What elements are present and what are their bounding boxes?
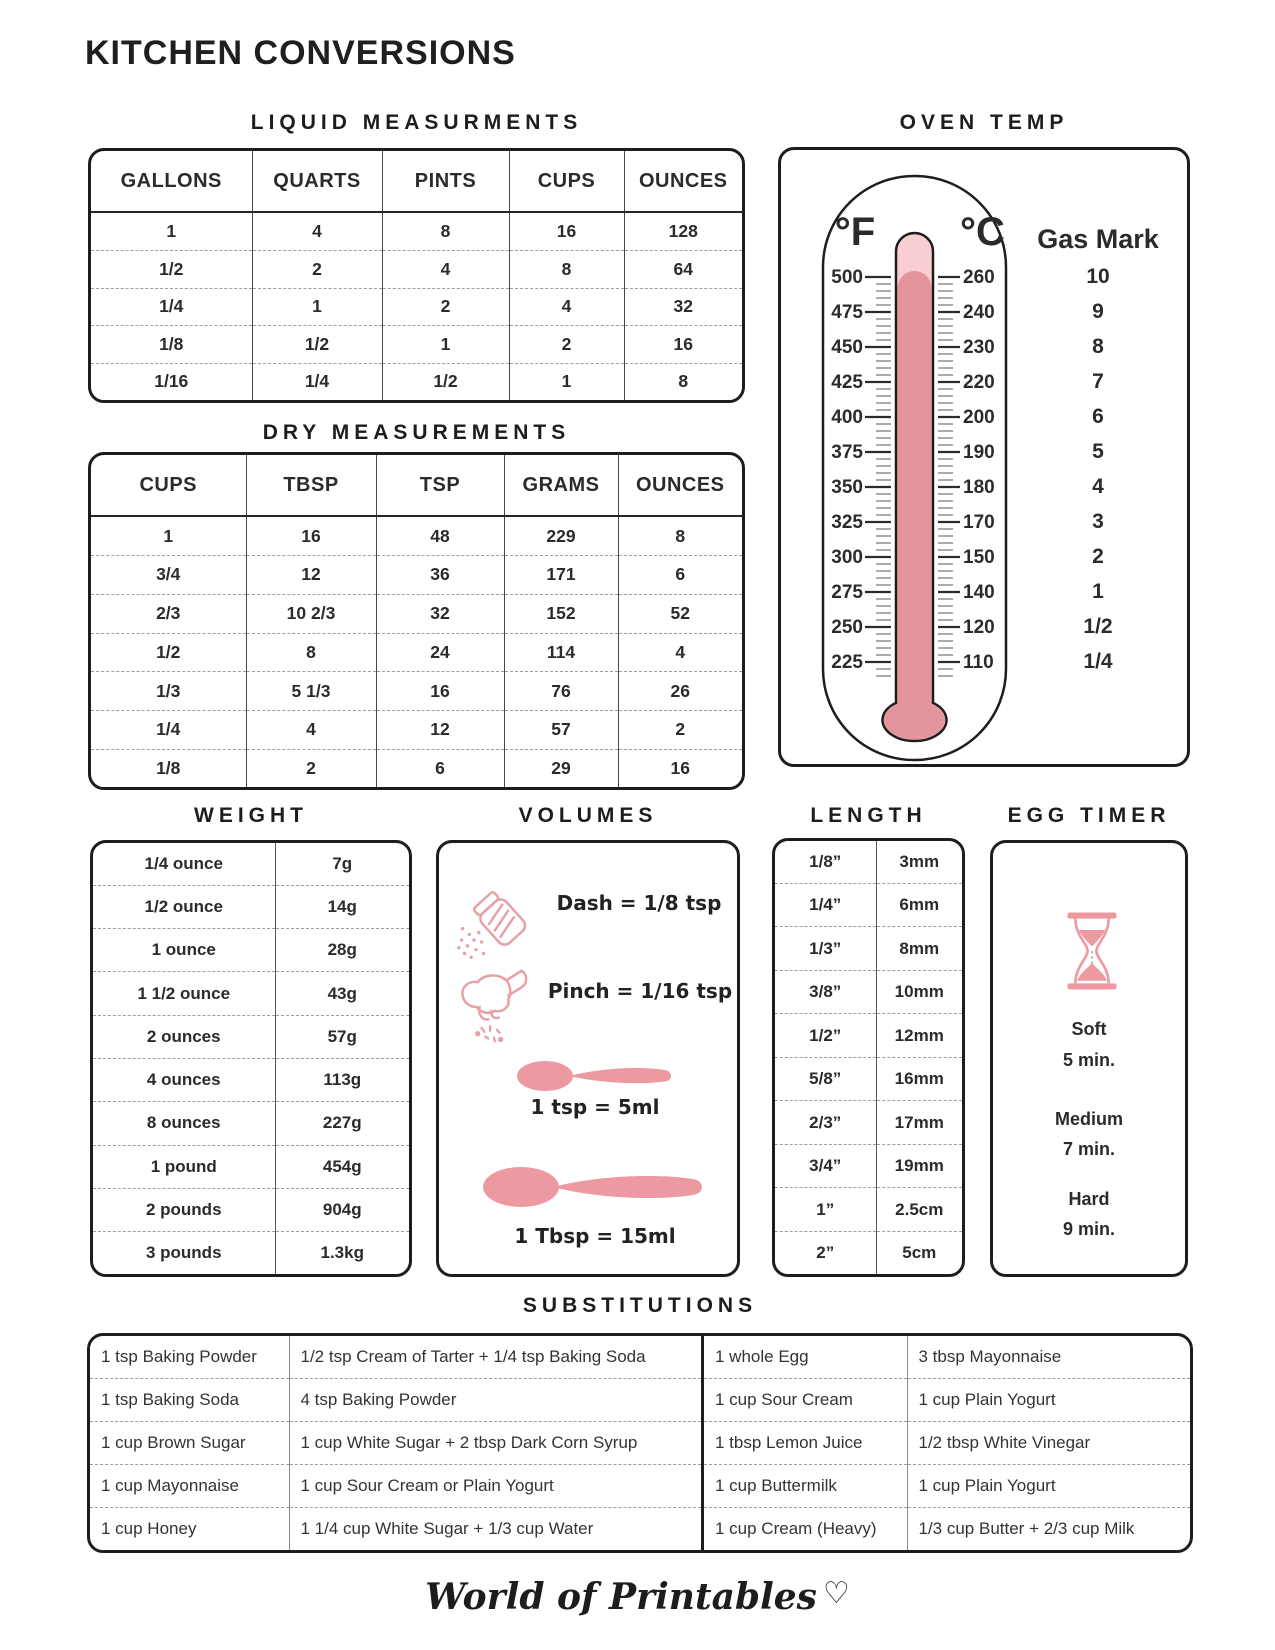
dry-table-header bbox=[91, 455, 742, 516]
table-cell: 52 bbox=[618, 594, 742, 633]
f-tick-label: 375 bbox=[831, 442, 863, 463]
pinch-conversion-label: Pinch = 1/16 tsp bbox=[547, 979, 733, 1003]
table-row bbox=[93, 1102, 409, 1145]
gas-mark-value: 1 bbox=[1092, 580, 1104, 603]
table-row bbox=[93, 1145, 409, 1188]
table-cell: 16 bbox=[509, 212, 624, 250]
table-cell: 6 bbox=[376, 749, 504, 787]
liquid-table-body bbox=[91, 212, 742, 400]
table-cell: 5cm bbox=[876, 1231, 962, 1274]
celsius-unit-label: °C bbox=[960, 210, 1005, 254]
table-cell: 2/3 bbox=[91, 594, 246, 633]
table-row bbox=[775, 927, 962, 971]
table-cell: 1/2 bbox=[382, 363, 509, 400]
table-cell: 2 bbox=[509, 326, 624, 364]
table-cell: 3mm bbox=[876, 841, 962, 883]
table-cell: 1 bbox=[166, 220, 177, 241]
table-row bbox=[91, 672, 742, 711]
weight-table-body bbox=[93, 843, 409, 1274]
gas-mark-value: 5 bbox=[1092, 440, 1104, 463]
f-tick-label: 275 bbox=[831, 582, 863, 603]
table-cell: 2 ounces bbox=[93, 1015, 275, 1058]
f-tick-label: 250 bbox=[831, 617, 863, 638]
dry-heading: DRY MEASUREMENTS bbox=[262, 421, 571, 444]
table-cell: 4 bbox=[618, 633, 742, 672]
liquid-measurements-table bbox=[91, 151, 742, 400]
table-cell: 1/2 bbox=[91, 633, 246, 672]
c-tick-label: 180 bbox=[963, 477, 995, 498]
table-cell: 1 cup Cream (Heavy) bbox=[704, 1508, 907, 1550]
egg-medium-label: Medium bbox=[1054, 1109, 1123, 1129]
table-row bbox=[91, 212, 742, 250]
table-cell: 1 cup White Sugar + 2 tbsp Dark Corn Syrup bbox=[289, 1421, 701, 1464]
table-cell: 57 bbox=[504, 710, 618, 749]
table-cell: 114 bbox=[504, 633, 618, 672]
length-table bbox=[775, 841, 962, 1274]
length-heading: LENGTH bbox=[810, 804, 927, 827]
table-row bbox=[704, 1378, 1190, 1421]
table-cell: 1/3 bbox=[91, 672, 246, 711]
table-cell: 32 bbox=[376, 594, 504, 633]
table-cell: 1/8 bbox=[91, 749, 246, 787]
teaspoon-conversion-label: 1 tsp = 5ml bbox=[530, 1095, 660, 1119]
c-tick-label: 110 bbox=[963, 652, 994, 673]
c-tick-label: 200 bbox=[963, 407, 995, 428]
column-header: OUNCES bbox=[624, 151, 742, 212]
substitutions-right-body bbox=[704, 1336, 1190, 1550]
table-cell: 1 cup Sour Cream bbox=[704, 1378, 907, 1421]
table-row bbox=[775, 970, 962, 1014]
table-row bbox=[775, 1014, 962, 1058]
c-tick-label: 190 bbox=[963, 442, 995, 463]
dry-table-body bbox=[91, 516, 742, 787]
table-cell: 14g bbox=[275, 885, 409, 928]
gas-mark-value: 6 bbox=[1092, 405, 1104, 428]
table-row bbox=[93, 843, 409, 885]
length-panel bbox=[772, 838, 965, 1277]
table-cell: 1 cup Honey bbox=[90, 1508, 289, 1550]
salt-shaker-icon bbox=[455, 883, 535, 963]
table-cell: 152 bbox=[504, 594, 618, 633]
column-header: GRAMS bbox=[504, 455, 618, 516]
table-cell: 17mm bbox=[876, 1101, 962, 1145]
table-cell: 3/4 bbox=[91, 556, 246, 595]
table-row bbox=[91, 749, 742, 787]
table-cell: 1 bbox=[382, 326, 509, 364]
gas-mark-value: 1/2 bbox=[1083, 615, 1113, 638]
table-cell: 29 bbox=[504, 749, 618, 787]
gas-mark-value: 8 bbox=[1092, 335, 1104, 358]
column-header: QUARTS bbox=[252, 151, 382, 212]
column-header: GALLONS bbox=[91, 151, 252, 212]
table-row bbox=[93, 1058, 409, 1101]
table-row bbox=[775, 1101, 962, 1145]
table-cell: 4 bbox=[509, 288, 624, 326]
table-cell: 16 bbox=[246, 516, 376, 556]
table-cell: 12mm bbox=[876, 1014, 962, 1058]
length-table-body bbox=[775, 841, 962, 1274]
dry-measurements-panel bbox=[88, 452, 745, 790]
table-cell: 4 tsp Baking Powder bbox=[289, 1378, 701, 1421]
table-cell: 1/4” bbox=[775, 883, 876, 927]
table-cell: 1 1/2 ounce bbox=[93, 972, 275, 1015]
column-header: CUPS bbox=[509, 151, 624, 212]
substitutions-right-half bbox=[701, 1336, 1190, 1550]
c-tick-label: 170 bbox=[963, 512, 995, 533]
table-cell: 1/4 bbox=[252, 363, 382, 400]
table-cell: 1/4 bbox=[91, 288, 252, 326]
table-row bbox=[91, 633, 742, 672]
table-cell: 64 bbox=[624, 250, 742, 288]
egg-soft-label: Soft bbox=[1071, 1019, 1107, 1039]
gas-mark-value: 7 bbox=[1092, 370, 1104, 393]
pinch-hand-icon bbox=[451, 965, 535, 1049]
table-row bbox=[90, 1336, 701, 1378]
table-cell: 1/3 cup Butter + 2/3 cup Milk bbox=[907, 1508, 1190, 1550]
table-row bbox=[91, 288, 742, 326]
table-cell: 4 bbox=[246, 710, 376, 749]
table-cell: 1 tsp Baking Soda bbox=[90, 1378, 289, 1421]
table-cell: 1 cup Sour Cream or Plain Yogurt bbox=[289, 1465, 701, 1508]
table-row bbox=[90, 1508, 701, 1550]
c-tick-label: 150 bbox=[963, 547, 995, 568]
table-cell: 1/2 bbox=[252, 326, 382, 364]
table-row bbox=[775, 841, 962, 883]
table-row bbox=[93, 1188, 409, 1231]
f-tick-label: 500 bbox=[831, 267, 863, 288]
table-cell: 1 whole Egg bbox=[715, 1346, 809, 1366]
table-cell: 2 bbox=[618, 710, 742, 749]
table-cell: 171 bbox=[504, 556, 618, 595]
substitutions-table-right bbox=[704, 1336, 1190, 1550]
column-header: PINTS bbox=[382, 151, 509, 212]
substitutions-left-half bbox=[90, 1336, 701, 1550]
table-cell: 1/8” bbox=[809, 851, 842, 871]
c-tick-label: 230 bbox=[963, 337, 995, 358]
f-tick-label: 325 bbox=[831, 512, 863, 533]
f-tick-label: 225 bbox=[831, 652, 863, 673]
tablespoon-conversion-label: 1 Tbsp = 15ml bbox=[514, 1224, 676, 1248]
c-tick-label: 120 bbox=[963, 617, 995, 638]
table-cell: 36 bbox=[376, 556, 504, 595]
c-tick-label: 240 bbox=[963, 302, 995, 323]
table-row bbox=[91, 594, 742, 633]
table-cell: 3/8” bbox=[775, 970, 876, 1014]
table-cell: 1/2 ounce bbox=[93, 885, 275, 928]
table-cell: 1/4 bbox=[91, 710, 246, 749]
table-cell: 16mm bbox=[876, 1057, 962, 1101]
table-cell: 1 bbox=[163, 525, 174, 546]
column-header: OUNCES bbox=[618, 455, 742, 516]
table-cell: 4 bbox=[252, 212, 382, 250]
egg-hard-label: Hard bbox=[1068, 1189, 1110, 1209]
table-cell: 1 cup Brown Sugar bbox=[90, 1421, 289, 1464]
c-tick-label: 260 bbox=[963, 267, 995, 288]
table-row bbox=[91, 326, 742, 364]
weight-heading: WEIGHT bbox=[194, 804, 308, 827]
table-row bbox=[91, 363, 742, 400]
table-cell: 2.5cm bbox=[876, 1188, 962, 1232]
egg-soft-time: 5 min. bbox=[1062, 1050, 1115, 1070]
volumes-heading: VOLUMES bbox=[518, 804, 658, 827]
table-cell: 10 2/3 bbox=[246, 594, 376, 633]
table-cell: 4 ounces bbox=[93, 1058, 275, 1101]
substitutions-left-body bbox=[90, 1336, 701, 1550]
table-cell: 8mm bbox=[876, 927, 962, 971]
table-cell: 1/2” bbox=[775, 1014, 876, 1058]
table-cell: 2” bbox=[775, 1231, 876, 1274]
table-cell: 2 bbox=[382, 288, 509, 326]
dry-measurements-table bbox=[91, 455, 742, 787]
footer-logo bbox=[0, 1576, 1275, 1618]
table-cell: 128 bbox=[624, 212, 742, 250]
heart-icon: ♡ bbox=[822, 1576, 850, 1611]
table-cell: 1/2 tsp Cream of Tarter + 1/4 tsp Baking Soda bbox=[289, 1336, 701, 1378]
table-cell: 2 pounds bbox=[93, 1188, 275, 1231]
table-cell: 1 tbsp Lemon Juice bbox=[704, 1421, 907, 1464]
substitutions-table-left bbox=[90, 1336, 701, 1550]
table-row bbox=[704, 1465, 1190, 1508]
table-cell: 8 bbox=[618, 516, 742, 556]
page-title: KITCHEN CONVERSIONS bbox=[85, 34, 516, 72]
table-cell: 1/2 tbsp White Vinegar bbox=[907, 1421, 1190, 1464]
table-cell: 19mm bbox=[876, 1144, 962, 1188]
table-cell: 1/3” bbox=[775, 927, 876, 971]
table-row bbox=[93, 1232, 409, 1274]
table-cell: 76 bbox=[504, 672, 618, 711]
gas-mark-value: 3 bbox=[1092, 510, 1104, 533]
table-cell: 1 1/4 cup White Sugar + 1/3 cup Water bbox=[289, 1508, 701, 1550]
dash-conversion-label: Dash = 1/8 tsp bbox=[556, 891, 722, 915]
table-row bbox=[91, 556, 742, 595]
table-row bbox=[93, 929, 409, 972]
table-row bbox=[93, 1015, 409, 1058]
f-tick-label: 450 bbox=[831, 337, 863, 358]
table-row bbox=[91, 250, 742, 288]
table-cell: 8 bbox=[624, 363, 742, 400]
weight-table bbox=[93, 843, 409, 1274]
egg-medium-time: 7 min. bbox=[1062, 1139, 1115, 1159]
teaspoon-icon bbox=[517, 1059, 677, 1093]
f-tick-label: 425 bbox=[831, 372, 863, 393]
table-cell: 3/4” bbox=[775, 1144, 876, 1188]
table-cell: 1.3kg bbox=[275, 1232, 409, 1274]
table-cell: 8 bbox=[246, 633, 376, 672]
table-cell: 1/4 ounce bbox=[144, 853, 223, 873]
table-cell: 1 tsp Baking Powder bbox=[101, 1346, 257, 1366]
table-cell: 5/8” bbox=[775, 1057, 876, 1101]
footer-logo-text: World of Printables bbox=[425, 1576, 817, 1618]
table-cell: 32 bbox=[624, 288, 742, 326]
table-cell: 904g bbox=[275, 1188, 409, 1231]
table-row bbox=[91, 516, 742, 556]
table-cell: 113g bbox=[275, 1058, 409, 1101]
table-header-row bbox=[91, 455, 742, 516]
f-tick-label: 475 bbox=[831, 302, 863, 323]
gas-mark-value: 10 bbox=[1086, 265, 1110, 288]
table-cell: 16 bbox=[376, 672, 504, 711]
table-cell: 8 bbox=[382, 212, 509, 250]
table-cell: 2 bbox=[252, 250, 382, 288]
hourglass-icon bbox=[1064, 907, 1120, 995]
fahrenheit-unit-label: °F bbox=[834, 210, 876, 254]
table-row bbox=[775, 1188, 962, 1232]
table-cell: 1 cup Mayonnaise bbox=[90, 1465, 289, 1508]
table-row bbox=[775, 1057, 962, 1101]
egg-timer-heading: EGG TIMER bbox=[1007, 804, 1171, 827]
table-cell: 16 bbox=[624, 326, 742, 364]
table-cell: 3 tbsp Mayonnaise bbox=[907, 1336, 1190, 1378]
table-row bbox=[93, 972, 409, 1015]
substitutions-heading: SUBSTITUTIONS bbox=[522, 1294, 758, 1317]
table-cell: 1 bbox=[509, 363, 624, 400]
table-cell: 12 bbox=[246, 556, 376, 595]
liquid-heading: LIQUID MEASURMENTS bbox=[250, 111, 583, 134]
c-tick-label: 140 bbox=[963, 582, 995, 603]
table-cell: 1 cup Buttermilk bbox=[704, 1465, 907, 1508]
gas-mark-value: 9 bbox=[1092, 300, 1104, 323]
table-cell: 1/8 bbox=[91, 326, 252, 364]
table-cell: 1 cup Plain Yogurt bbox=[907, 1465, 1190, 1508]
table-cell: 2/3” bbox=[775, 1101, 876, 1145]
table-cell: 28g bbox=[275, 929, 409, 972]
table-row bbox=[90, 1378, 701, 1421]
table-cell: 1 pound bbox=[93, 1145, 275, 1188]
oven-temp-panel bbox=[778, 147, 1190, 767]
table-cell: 2 bbox=[246, 749, 376, 787]
table-cell: 10mm bbox=[876, 970, 962, 1014]
table-row bbox=[775, 1231, 962, 1274]
substitutions-panel bbox=[87, 1333, 1193, 1553]
table-cell: 26 bbox=[618, 672, 742, 711]
table-cell: 5 1/3 bbox=[246, 672, 376, 711]
volumes-panel bbox=[436, 840, 740, 1277]
table-cell: 1 ounce bbox=[93, 929, 275, 972]
table-cell: 7g bbox=[275, 843, 409, 885]
table-row bbox=[90, 1421, 701, 1464]
table-cell: 1 cup Plain Yogurt bbox=[907, 1378, 1190, 1421]
table-header-row bbox=[91, 151, 742, 212]
gas-mark-value: 4 bbox=[1092, 475, 1104, 498]
table-cell: 8 bbox=[509, 250, 624, 288]
table-cell: 1/16 bbox=[91, 363, 252, 400]
table-cell: 1 bbox=[252, 288, 382, 326]
gas-mark-value: 1/4 bbox=[1083, 650, 1113, 673]
table-cell: 229 bbox=[504, 516, 618, 556]
f-tick-label: 350 bbox=[831, 477, 863, 498]
f-tick-label: 300 bbox=[831, 547, 863, 568]
tablespoon-icon bbox=[483, 1165, 709, 1209]
table-cell: 1” bbox=[775, 1188, 876, 1232]
gas-mark-value: 2 bbox=[1092, 545, 1104, 568]
table-cell: 6 bbox=[618, 556, 742, 595]
table-row bbox=[704, 1508, 1190, 1550]
table-cell: 3 pounds bbox=[93, 1232, 275, 1274]
table-cell: 8 ounces bbox=[93, 1102, 275, 1145]
c-tick-label: 220 bbox=[963, 372, 995, 393]
table-row bbox=[775, 883, 962, 927]
table-row bbox=[775, 1144, 962, 1188]
table-row bbox=[90, 1465, 701, 1508]
table-cell: 454g bbox=[275, 1145, 409, 1188]
weight-panel bbox=[90, 840, 412, 1277]
table-cell: 227g bbox=[275, 1102, 409, 1145]
table-row bbox=[93, 885, 409, 928]
table-cell: 43g bbox=[275, 972, 409, 1015]
table-row bbox=[91, 710, 742, 749]
egg-hard-time: 9 min. bbox=[1062, 1219, 1115, 1239]
egg-timer-panel bbox=[990, 840, 1188, 1277]
liquid-measurements-panel bbox=[88, 148, 745, 403]
table-cell: 6mm bbox=[876, 883, 962, 927]
table-cell: 4 bbox=[382, 250, 509, 288]
table-row bbox=[704, 1421, 1190, 1464]
table-cell: 1/2 bbox=[91, 250, 252, 288]
table-cell: 12 bbox=[376, 710, 504, 749]
table-row bbox=[704, 1336, 1190, 1378]
column-header: TBSP bbox=[246, 455, 376, 516]
liquid-table-header bbox=[91, 151, 742, 212]
table-cell: 24 bbox=[376, 633, 504, 672]
column-header: CUPS bbox=[91, 455, 246, 516]
table-cell: 57g bbox=[275, 1015, 409, 1058]
column-header: TSP bbox=[376, 455, 504, 516]
f-tick-label: 400 bbox=[831, 407, 863, 428]
oven-heading: OVEN TEMP bbox=[899, 111, 1069, 134]
table-cell: 16 bbox=[618, 749, 742, 787]
table-cell: 48 bbox=[376, 516, 504, 556]
gas-mark-heading: Gas Mark bbox=[1037, 224, 1159, 254]
